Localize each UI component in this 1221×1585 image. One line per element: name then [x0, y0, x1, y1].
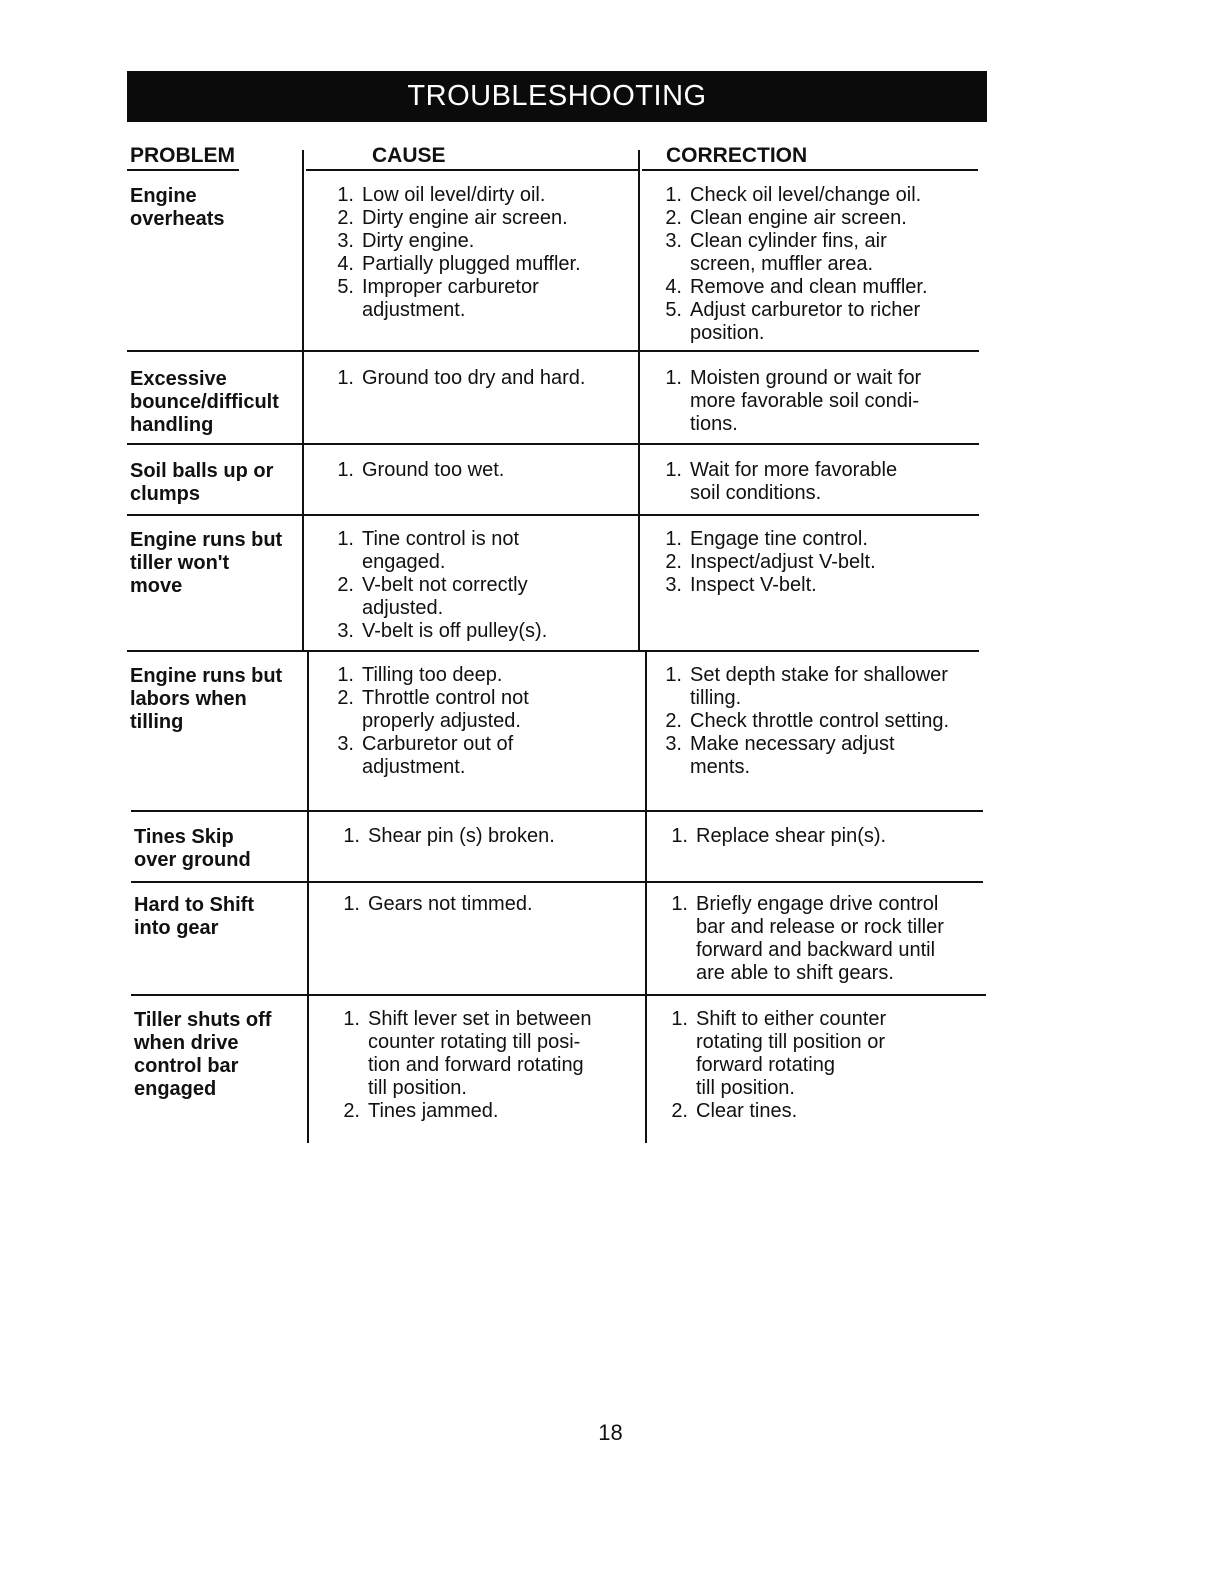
header-underline-problem	[127, 169, 239, 171]
list-item: 3. V-belt is off pulley(s).	[337, 620, 548, 642]
cause-list	[330, 367, 630, 390]
correction-list	[664, 1008, 986, 1123]
list-item: 5. Improper carburetor adjustment.	[337, 276, 539, 321]
cause-list	[330, 664, 630, 779]
column-divider	[638, 150, 640, 650]
header-problem: PROBLEM	[130, 144, 235, 167]
header-underline-correction	[642, 169, 978, 171]
list-item: 1. Ground too wet.	[337, 459, 505, 481]
correction-list	[658, 664, 988, 779]
list-item: 1. Engage tine control.	[665, 528, 868, 550]
list-item: 2. Inspect/adjust V-belt.	[665, 551, 876, 573]
page-title: TROUBLESHOOTING	[127, 71, 987, 122]
row-divider	[127, 650, 979, 652]
column-divider	[645, 650, 647, 1143]
list-item: 5. Adjust carburetor to richer position.	[665, 299, 921, 344]
list-item: 1. Replace shear pin(s).	[671, 825, 887, 847]
row-divider	[127, 514, 979, 516]
list-item: 1. Ground too dry and hard.	[337, 367, 586, 389]
list-item: 2. Clean engine air screen.	[665, 207, 907, 229]
list-item: 3. Clean cylinder fins, air screen, muffler area.	[665, 230, 887, 275]
list-item: 1. Briefly engage drive control bar and release or rock tiller forward and backward until are able to shift gears.	[671, 893, 944, 984]
list-item: 1. Tilling too deep.	[337, 664, 503, 686]
correction-list	[658, 528, 980, 597]
list-item: 2. Check throttle control setting.	[665, 710, 950, 732]
list-item: 1. Shift lever set in between counter rotating till posi- tion and forward rotating till position.	[343, 1008, 592, 1099]
list-item: 2. V-belt not correctly adjusted.	[337, 574, 528, 619]
correction-list	[658, 184, 980, 345]
row-divider	[131, 994, 986, 996]
list-item: 3. Dirty engine.	[337, 230, 475, 252]
list-item: 2. Tines jammed.	[343, 1100, 499, 1122]
list-item: 1. Gears not timmed.	[343, 893, 533, 915]
header-underline-cause	[306, 169, 640, 171]
list-item: 1. Tine control is not engaged.	[337, 528, 520, 573]
header-correction: CORRECTION	[666, 144, 808, 167]
row-divider	[131, 881, 983, 883]
cause-list	[330, 528, 630, 643]
problem-label: Excessive bounce/difficult handling	[130, 368, 279, 436]
list-item: 1. Check oil level/change oil.	[665, 184, 922, 206]
problem-label: Tines Skip over ground	[134, 826, 251, 871]
cause-list	[336, 1008, 641, 1123]
list-item: 4. Partially plugged muffler.	[337, 253, 581, 275]
list-item: 1. Moisten ground or wait for more favorable soil condi- tions.	[665, 367, 922, 435]
list-item: 3. Inspect V-belt.	[665, 574, 817, 596]
row-divider	[127, 350, 979, 352]
list-item: 1. Shift to either counter rotating till position or forward rotating till position.	[671, 1008, 887, 1099]
list-item: 2. Clear tines.	[671, 1100, 798, 1122]
column-divider	[307, 650, 309, 1143]
list-item: 2. Dirty engine air screen.	[337, 207, 568, 229]
list-item: 2. Throttle control not properly adjusted.	[337, 687, 529, 732]
row-divider	[127, 443, 979, 445]
list-item: 1. Low oil level/dirty oil.	[337, 184, 546, 206]
correction-list	[658, 367, 980, 436]
cause-list	[330, 184, 630, 322]
problem-label: Soil balls up or clumps	[130, 460, 274, 505]
cause-list	[330, 459, 630, 482]
correction-list	[658, 459, 980, 505]
correction-list	[664, 825, 986, 848]
list-item: 1. Set depth stake for shallower tilling.	[665, 664, 948, 709]
problem-label: Hard to Shift into gear	[134, 894, 254, 939]
problem-label: Engine runs but tiller won't move	[130, 529, 283, 597]
row-divider	[131, 810, 983, 812]
correction-list	[664, 893, 986, 985]
cause-list	[336, 825, 636, 848]
problem-label: Tiller shuts off when drive control bar engaged	[134, 1009, 272, 1100]
column-divider	[302, 150, 304, 650]
header-cause: CAUSE	[372, 144, 446, 167]
list-item: 1. Wait for more favorable soil conditions.	[665, 459, 898, 504]
problem-label: Engine runs but labors when tilling	[130, 665, 283, 733]
page-number: 18	[598, 1420, 623, 1445]
problem-label: Engine overheats	[130, 185, 225, 230]
list-item: 1. Shear pin (s) broken.	[343, 825, 555, 847]
list-item: 3. Carburetor out of adjustment.	[337, 733, 514, 778]
list-item: 3. Make necessary adjust ments.	[665, 733, 895, 778]
cause-list	[336, 893, 636, 916]
list-item: 4. Remove and clean muffler.	[665, 276, 928, 298]
